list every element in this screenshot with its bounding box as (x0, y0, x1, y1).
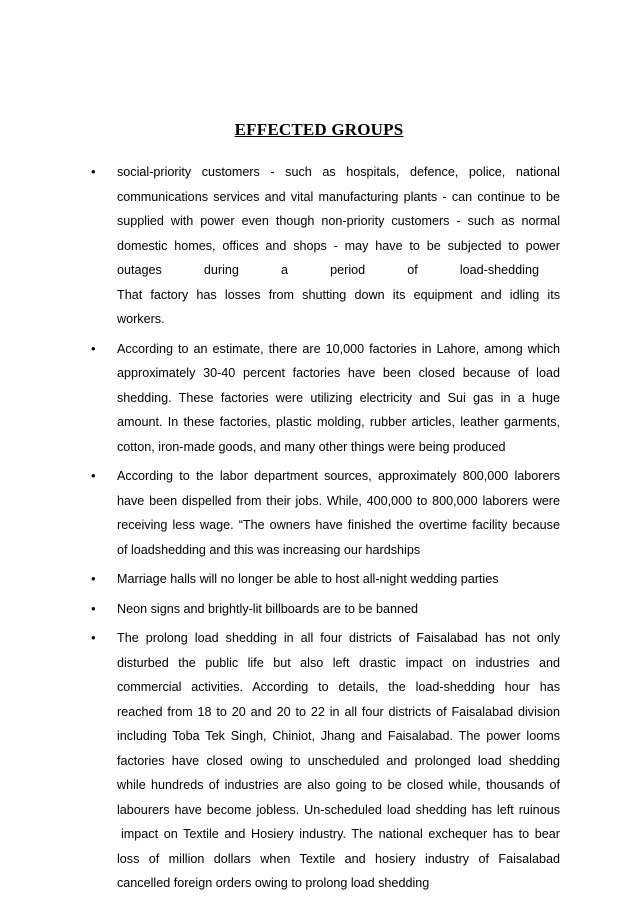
text-line: have been dispelled from their jobs. While, 400,000 to 800,000 laborers were (117, 493, 560, 508)
bullet-list (0, 160, 638, 901)
text-line: reached from 18 to 20 and 20 to 22 in all four districts of Faisalabad division (117, 704, 560, 719)
list-item (0, 160, 560, 332)
bullet-icon: • (91, 468, 96, 483)
text-line: factories have closed owing to unscheduled and prolonged load shedding (117, 753, 560, 768)
text-line: loss of million dollars when Textile and hosiery industry of Faisalabad (117, 851, 560, 866)
bullet-icon: • (91, 630, 96, 645)
text-line: amount. In these factories, plastic molding, rubber articles, leather garments, (117, 415, 560, 429)
text-line: communications services and vital manufacturing plants - can continue to be (117, 189, 560, 204)
bullet-icon: • (91, 164, 96, 179)
text-line: The prolong load shedding in all four districts of Faisalabad has not only (117, 631, 560, 645)
text-line: outages during a period of load-shedding (117, 263, 539, 277)
bullet-icon: • (91, 571, 96, 586)
text-line: cancelled foreign orders owing to prolong load shedding (117, 876, 430, 890)
text-line: impact on Textile and Hosiery industry. The national exchequer has to bear (121, 827, 560, 841)
text-line: cotton, iron-made goods, and many other things were being produced (117, 439, 506, 454)
text-line: workers. (117, 312, 165, 326)
text-line: domestic homes, offices and shops - may have to be subjected to power (117, 238, 560, 253)
text-line: According to the labor department sources, approximately 800,000 laborers (117, 469, 560, 483)
text-line: shedding. These factories were utilizing electricity and Sui gas in a huge (117, 390, 560, 405)
list-item (0, 567, 560, 592)
text-line: while hundreds of industries are also going to be closed while, thousands of (117, 778, 560, 792)
text-line: receiving less wage. “The owners have finished the overtime facility because (117, 518, 560, 532)
text-line: According to an estimate, there are 10,000 factories in Lahore, among which (117, 341, 560, 356)
text-line: commercial activities. According to details, the load-shedding hour has (117, 680, 560, 694)
text-line: Marriage halls will no longer be able to host all-night wedding parties (117, 572, 499, 586)
text-line: including Toba Tek Singh, Chiniot, Jhang and Faisalabad. The power looms (117, 729, 560, 743)
bullet-icon: • (91, 600, 96, 616)
list-item (0, 626, 560, 896)
list-item (0, 464, 560, 562)
text-line: labourers have become jobless. Un-scheduled load shedding has left ruinous (117, 802, 560, 817)
text-line: disturbed the public life but also left drastic impact on industries and (117, 655, 560, 670)
list-item (0, 597, 560, 622)
list-item (0, 337, 560, 460)
text-line: Neon signs and brightly-lit billboards are to be banned (117, 601, 419, 616)
text-line: of loadshedding and this was increasing our hardships (117, 542, 421, 557)
text-line: supplied with power even though non-priority customers - such as normal (117, 214, 560, 228)
page-title: EFFECTED GROUPS (234, 120, 404, 139)
text-line: social-priority customers - such as hospitals, defence, police, national (117, 165, 560, 179)
text-line: That factory has losses from shutting down its equipment and idling its (117, 287, 560, 302)
text-line: approximately 30-40 percent factories have been closed because of load (117, 366, 560, 380)
bullet-icon: • (91, 340, 96, 356)
